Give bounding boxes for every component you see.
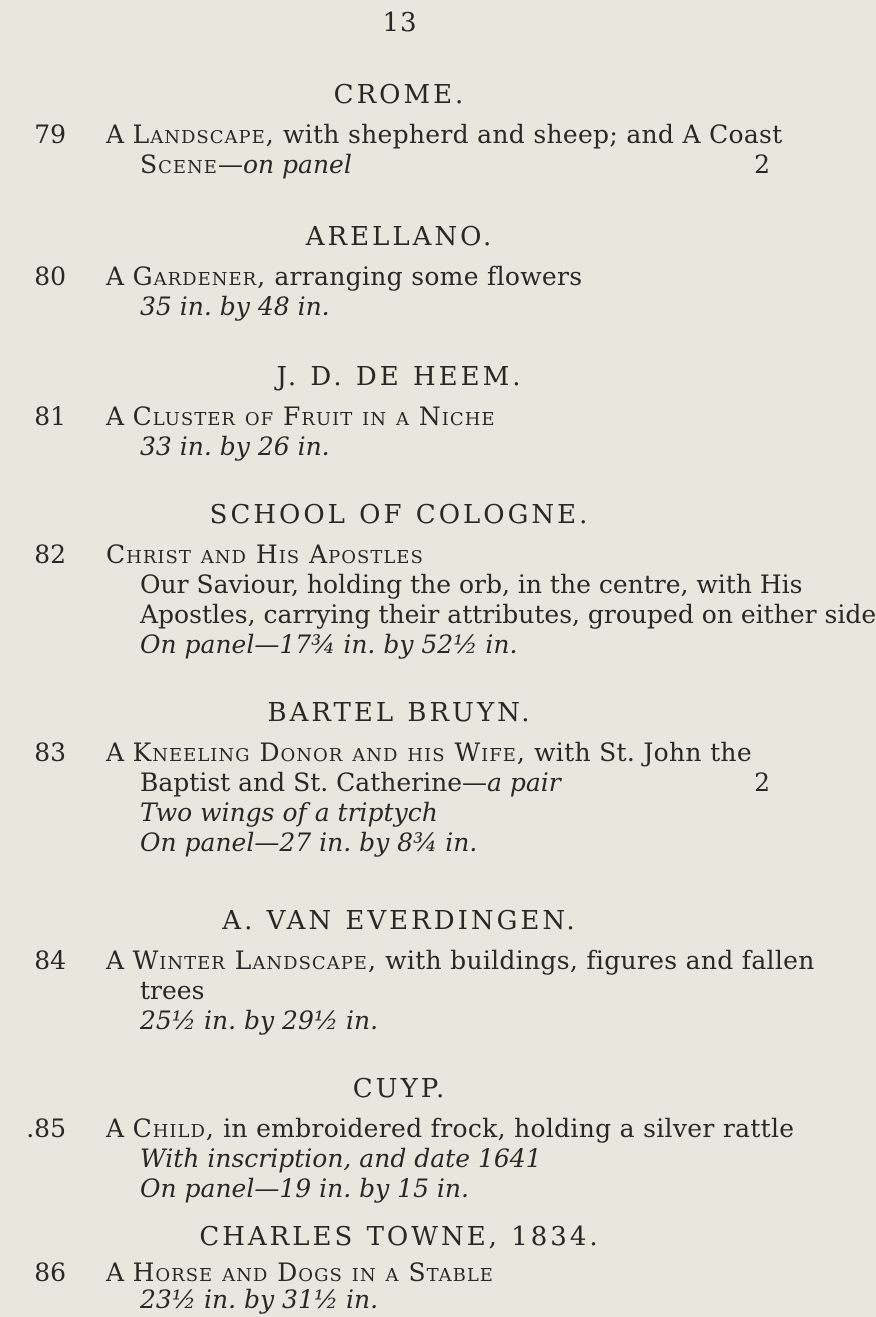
lot-size: 35 in. by 48 in. bbox=[140, 292, 330, 321]
artist-heading-crome: CROME. bbox=[333, 80, 467, 110]
artist-heading-school-of-cologne: SCHOOL OF COLOGNE. bbox=[209, 500, 591, 530]
title-rest: with buildings, figures and fallen bbox=[376, 946, 815, 975]
lot-title bbox=[106, 1258, 770, 1287]
title-smallcaps: Kneeling Donor and his Wife, bbox=[132, 738, 526, 767]
lot-subline: trees bbox=[140, 976, 205, 1005]
title-lead: A bbox=[106, 402, 125, 431]
artist-heading-cuyp: CUYP. bbox=[352, 1074, 448, 1104]
title-lead: A bbox=[106, 120, 125, 149]
title-lead: A bbox=[106, 1258, 125, 1287]
lot-note: With inscription, and date 1641 bbox=[140, 1144, 542, 1173]
lot-size: On panel—19 in. by 15 in. bbox=[140, 1174, 469, 1203]
subline-italic: —on panel bbox=[217, 150, 352, 179]
lot-size: 23½ in. by 31½ in. bbox=[140, 1285, 379, 1314]
title-smallcaps: Child, bbox=[132, 1114, 215, 1143]
artist-heading-de-heem: J. D. DE HEEM. bbox=[276, 362, 524, 392]
lot-title bbox=[106, 738, 770, 767]
lot-subline bbox=[140, 768, 770, 797]
lot-number: 83 bbox=[34, 738, 66, 767]
artist-heading-arellano: ARELLANO. bbox=[305, 222, 495, 252]
lot-title bbox=[106, 262, 770, 291]
title-lead: A bbox=[106, 946, 125, 975]
lot-note: Two wings of a triptych bbox=[140, 798, 438, 827]
title-smallcaps: Christ and His Apostles bbox=[106, 540, 424, 569]
artist-heading-van-everdingen: A. VAN EVERDINGEN. bbox=[222, 906, 578, 936]
title-smallcaps: Gardener, bbox=[132, 262, 267, 291]
lot-title bbox=[106, 540, 770, 569]
lot-size: On panel—27 in. by 8¾ in. bbox=[140, 828, 478, 857]
lot-title bbox=[106, 1114, 795, 1143]
title-rest: in embroidered frock, holding a silver rattle bbox=[214, 1114, 795, 1143]
lot-description-line: Apostles, carrying their attributes, grouped on either side bbox=[140, 600, 876, 629]
page-number: 13 bbox=[382, 8, 418, 38]
lot-number: 82 bbox=[34, 540, 66, 569]
artist-heading-bartel-bruyn: BARTEL BRUYN. bbox=[267, 698, 533, 728]
lot-title bbox=[106, 402, 770, 431]
lot-number: 79 bbox=[34, 120, 66, 149]
title-smallcaps: Landscape, bbox=[132, 120, 275, 149]
subline-smallcaps: Scene bbox=[140, 150, 218, 179]
title-rest: with shepherd and sheep; and A Coast bbox=[274, 120, 783, 149]
lot-title bbox=[106, 946, 815, 975]
title-lead: A bbox=[106, 262, 125, 291]
lot-number: 84 bbox=[34, 946, 66, 975]
lot-title bbox=[106, 120, 783, 149]
title-rest: with St. John the bbox=[525, 738, 752, 767]
lot-size: On panel—17¾ in. by 52½ in. bbox=[140, 630, 518, 659]
lot-quantity: 2 bbox=[754, 768, 770, 797]
subline-italic: a pair bbox=[487, 768, 561, 797]
lot-number: .85 bbox=[26, 1114, 66, 1143]
lot-subline bbox=[140, 150, 770, 179]
lot-size: 33 in. by 26 in. bbox=[140, 432, 330, 461]
artist-heading-charles-towne: CHARLES TOWNE, 1834. bbox=[199, 1222, 601, 1252]
lot-description-line: Our Saviour, holding the orb, in the centre, with His bbox=[140, 570, 803, 599]
title-smallcaps: Winter Landscape, bbox=[132, 946, 377, 975]
subline-text: Baptist and St. Catherine— bbox=[140, 768, 487, 797]
title-rest: arranging some flowers bbox=[266, 262, 583, 291]
lot-number: 80 bbox=[34, 262, 66, 291]
title-smallcaps: Cluster of Fruit in a Niche bbox=[132, 402, 496, 431]
lot-number: 81 bbox=[34, 402, 66, 431]
title-lead: A bbox=[106, 1114, 125, 1143]
lot-size: 25½ in. by 29½ in. bbox=[140, 1006, 379, 1035]
lot-number: 86 bbox=[34, 1258, 66, 1287]
lot-quantity: 2 bbox=[754, 150, 770, 179]
title-smallcaps: Horse and Dogs in a Stable bbox=[132, 1258, 494, 1287]
title-lead: A bbox=[106, 738, 125, 767]
